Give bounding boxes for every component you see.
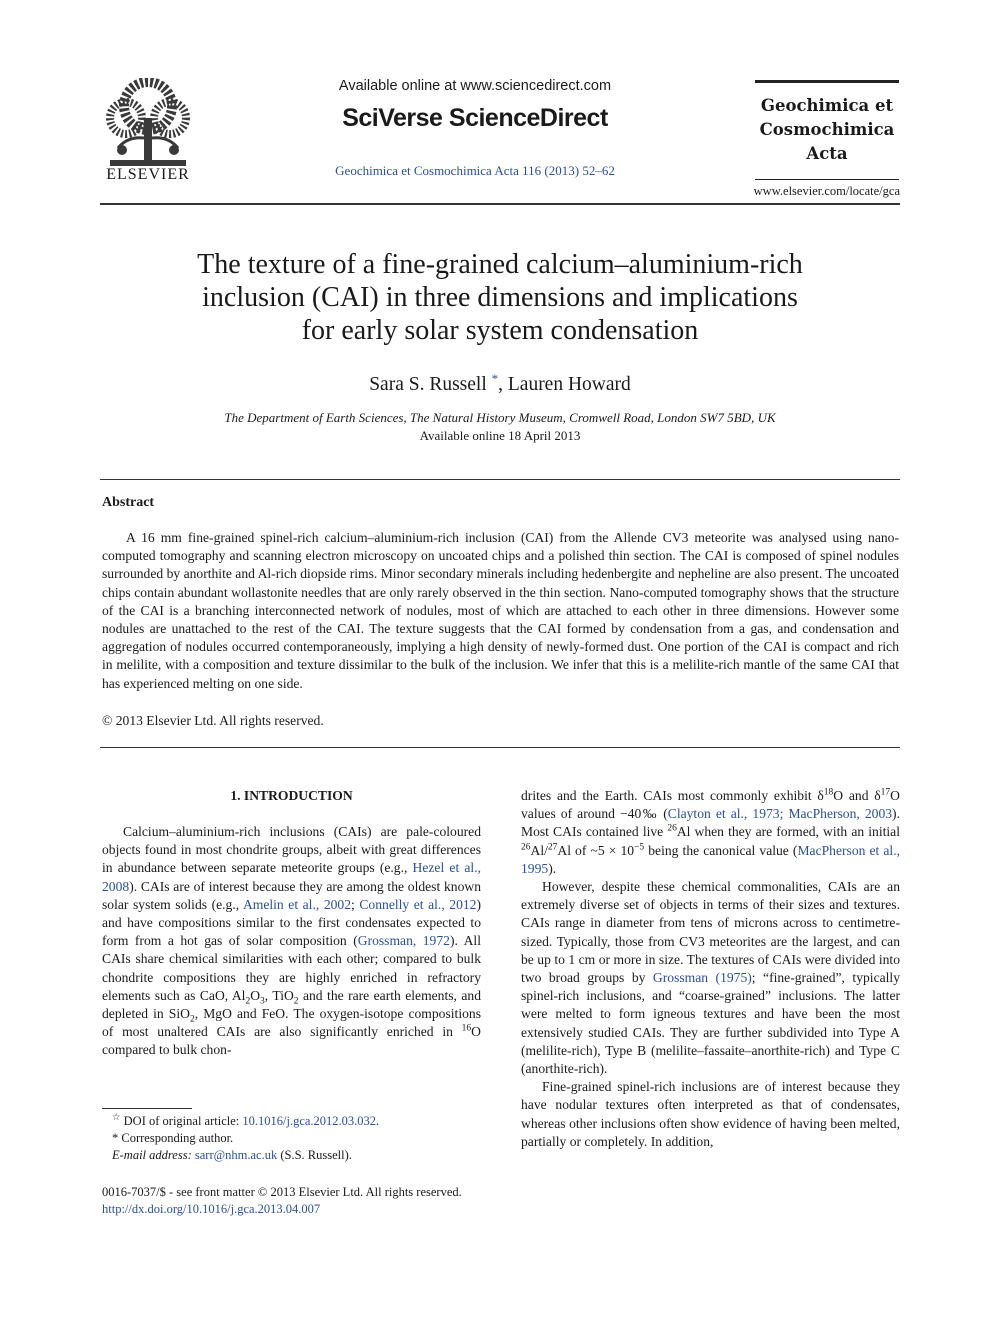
footnote-doi: ☆ DOI of original article: 10.1016/j.gca.2012.03.032. (112, 1112, 380, 1128)
title-line: for early solar system condensation (301, 315, 699, 346)
article-title (150, 248, 850, 347)
section-heading: 1. INTRODUCTION (230, 788, 353, 803)
paragraph: Calcium–aluminium-rich inclusions (CAIs) are pale-coloured objects found in most chondrite groups, albeit with great differences in abundance between separate meteorite groups (e.g., Hezel et al., 2008). CAIs are of interest because they are among the oldest known solar system solids (e.g., Amelin et al., 2002; Connelly et al., 2012) and have compositions similar to the first condensates expected to form from a hot gas of solar composition (Grossman, 1972). All CAIs share chemical similarities with each other; compared to bulk chondrite compositions they are highly enriched in refractory elements such as CaO, $Al_2O_3$, TiO$_2$ and the rare earth elements, and depleted in SiO$_2$, MgO and FeO. The oxygen-isotope compositions of most unaltered CAIs are also significantly enriched in $^{16}$O compared to bulk chon- (102, 824, 482, 1058)
journal-title-block (755, 80, 899, 180)
citation-link[interactable]: Connelly et al., 2012 (359, 896, 477, 912)
platform-wordmark: SciVerse ScienceDirect (342, 104, 608, 132)
email-link[interactable]: sarr@nhm.ac.uk (194, 1148, 278, 1162)
corresponding-author-mark[interactable]: * (491, 371, 499, 386)
citation-link[interactable]: Clayton et al., 1973 (667, 806, 780, 822)
citation-link[interactable]: Grossman (1975) (652, 970, 752, 986)
author-separator: , (498, 374, 508, 395)
paragraph: However, despite these chemical commonalities, CAIs are an extremely diverse set of objects in terms of their sizes and textures. CAIs range in diameter from tens of microns across to centimetre-sized. Typically, those from CV3 meteorites are the largest, and can be up to 1 cm or more in size. The textures of CAIs were divided into two broad groups by Grossman (1975); “fine-grained”, typically spinel-rich inclusions, and “coarse-grained” inclusions. The latter were melted to form igneous textures and have been the most extensively studied CAIs. They are further subdivided into Type A (melilite-rich), Type B (melilite–fassaite–anorthite-rich) and Type C (anorthite-rich). (521, 879, 900, 1077)
abstract-body (102, 529, 899, 693)
citation-link[interactable]: Hezel et al., 2008 (102, 860, 481, 894)
footnotes (102, 1113, 481, 1164)
front-matter-notice: 0016-7037/$ - see front matter © 2013 Elsevier Ltd. All rights reserved. (102, 1185, 462, 1199)
citation-link[interactable]: Grossman, 1972 (357, 933, 450, 949)
issn-line (102, 1184, 702, 1218)
footnote-rule (102, 1108, 192, 1109)
header-divider (100, 203, 900, 205)
title-line: inclusion (CAI) in three dimensions and implications (202, 282, 798, 313)
available-date: Available online 18 April 2013 (419, 428, 581, 443)
abstract-heading: Abstract (102, 495, 155, 510)
abstract-bottom-rule (100, 747, 900, 748)
citation-link[interactable]: Amelin et al., 2002 (242, 896, 352, 912)
journal-bottom-rule (755, 179, 899, 181)
footnote-corresponding: * Corresponding author. (112, 1131, 234, 1145)
citation-link[interactable]: MacPherson et al., 1995 (521, 842, 900, 876)
affiliation: The Department of Earth Sciences, The Natural History Museum, Cromwell Road, London SW7 5BD, UK (224, 410, 776, 425)
abstract-copyright: © 2013 Elsevier Ltd. All rights reserved. (102, 713, 324, 728)
publisher-wordmark: ELSEVIER (106, 166, 190, 183)
left-column (102, 823, 481, 1060)
abstract-paragraph: A 16 mm fine-grained spinel-rich calcium–aluminium-rich inclusion (CAI) from the Allende CV3 meteorite was analysed using nano-computed tomography and scanning electron microscopy on uncoated chips and a polished thin section. The CAI is composed of spinel nodules surrounded by anorthite and Al-rich diopside rims. Minor secondary minerals including hedenbergite and nepheline are also present. The uncoated chips contain abundant wollastonite needles that are only rarely observed in the thin section. Nano-computed tomography shows that the structure of the CAI is a branching interconnected network of nodules, most of which are attached to each other in three dimensions. However some nodules are unattached to the rest of the CAI. The texture suggests that the CAI formed by condensation from a gas, and condensation and aggregation of nodules occurred contemporaneously, implying a high density of newly-formed dust. One portion of the CAI is compact and rich in melilite, with a composition and texture dissimilar to the bulk of the inclusion. We infer that this is a melilite-rich mantle of the same CAI that has experienced melting on one side. (102, 530, 899, 691)
journal-name-line: Geochimica et (760, 96, 894, 115)
title-line: The texture of a fine-grained calcium–aluminium-rich (197, 249, 803, 280)
right-column (521, 787, 900, 1151)
journal-top-rule (755, 80, 899, 83)
abstract-top-rule (100, 479, 900, 480)
paragraph: drites and the Earth. CAIs most commonly exhibit $\delta^{18}O$ and $\delta^{17}O$ values of around −40‰ (Clayton et al., 1973; MacPherson, 2003). Most CAIs contained live $^{26}$Al when they are formed, with an initial $^{26}$Al/$^{27}$Al of ~5 × $10^{-5}$ being the canonical value (MacPherson et al., 1995). (521, 787, 900, 876)
journal-name-line: Acta (806, 144, 848, 163)
author-list (150, 371, 850, 396)
citation-link[interactable]: MacPherson, 2003 (788, 806, 893, 822)
journal-name (755, 94, 899, 166)
journal-url: www.elsevier.com/locate/gca (753, 184, 900, 198)
available-online-text: Available online at www.sciencedirect.com (338, 78, 612, 94)
author-name: Lauren Howard (507, 374, 631, 395)
journal-citation-link[interactable]: Geochimica et Cosmochimica Acta 116 (2013) 52–62 (335, 163, 615, 178)
article-doi-link[interactable]: http://dx.doi.org/10.1016/j.gca.2013.04.007 (102, 1202, 321, 1216)
footnote-email: E-mail address: sarr@nhm.ac.uk (S.S. Russell). (112, 1148, 352, 1162)
paragraph: Fine-grained spinel-rich inclusions are of interest because they have nodular textures often interpreted as that of condensates, whereas other inclusions often show evidence of having been melted, partially or completely. In addition, (521, 1079, 900, 1149)
author-name: Sara S. Russell (369, 374, 487, 395)
original-doi-link[interactable]: 10.1016/j.gca.2012.03.032 (242, 1114, 377, 1128)
journal-name-line: Cosmochimica (759, 120, 895, 139)
